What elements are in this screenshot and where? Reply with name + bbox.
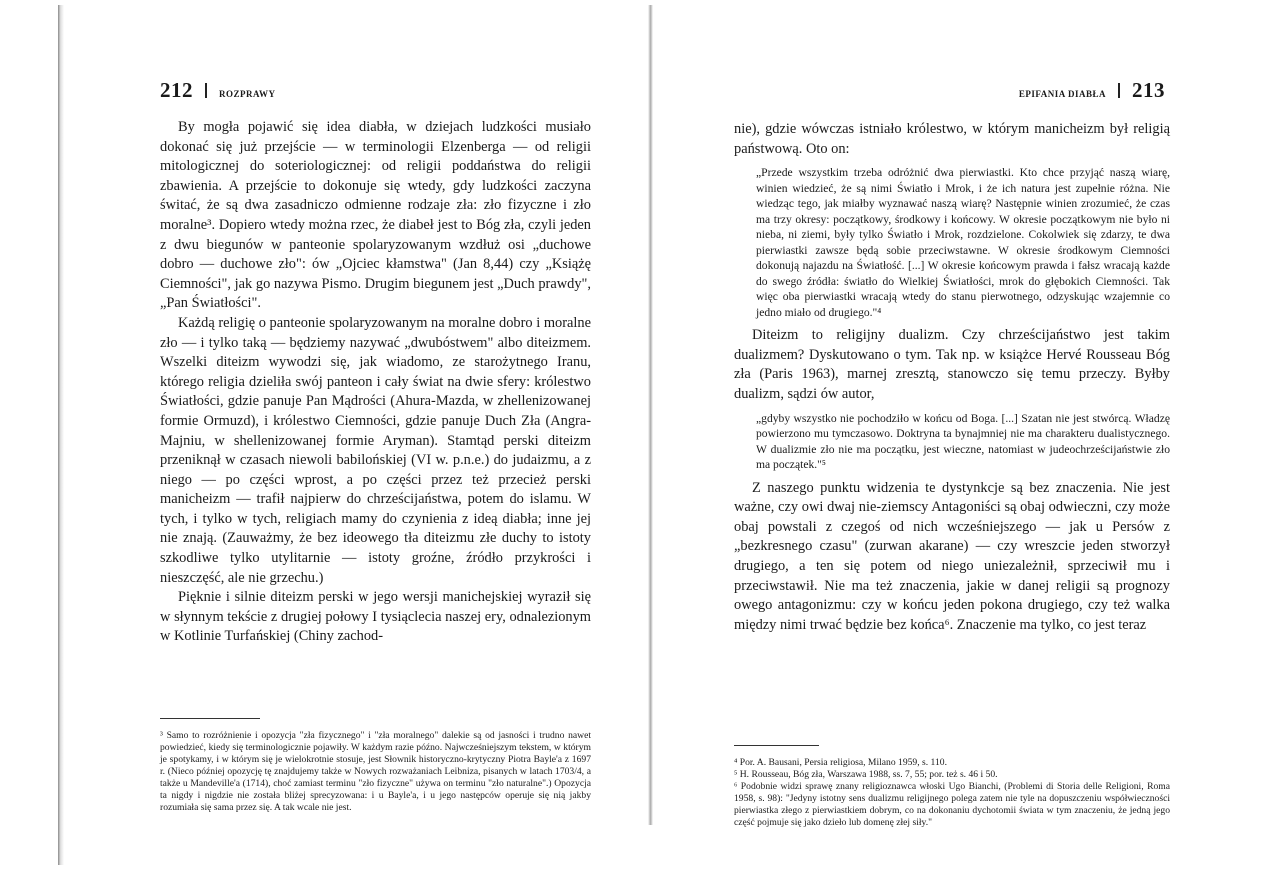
right-body-text	[734, 120, 1170, 635]
left-footnotes	[160, 730, 591, 814]
footnote-rule	[160, 718, 260, 719]
footnote: ³ Samo to rozróżnienie i opozycja "zła fizycznego" i "zła moralnego" dalekie są od jasności i trudno nawet powiedzieć, kiedy się terminologicznie pojawiły. W każdym razie późno. Najwcześniejszym tekstem, w którym je spotykamy, i w którym się je wielokrotnie stosuje, jest Słownik historyczno-krytyczny Piotra Bayle'a z 1697 r. (Nieco później opozycję tę znajdujemy także w Nowych rozważaniach Leibniza, pisanych w latach 1703/4, a także u Mandeville'a (1714), choć zamiast terminu "zło fizyczne" używa on terminu "zło naturalne".) Opozycja ta nigdy i nigdzie nie została bliżej sprecyzowana: i u Bayle'a, i u jego następców operuje się nią jakby rozumiała się sama przez się. A tak wcale nie jest.	[160, 730, 591, 813]
left-body-text	[160, 118, 591, 647]
header-separator	[205, 83, 207, 98]
right-page	[632, 0, 1263, 893]
paragraph: Każdą religię o panteonie spolaryzowanym na moralne dobro i moralne zło — i tylko taką — będziemy nazywać „dwubóstwem" albo diteizmem. Wszelki diteizm wywodzi się, jak wiadomo, ze starożytnego Iranu, którego religia dzieliła swój panteon i cały świat na dwie sfery: królestwo Światłości, gdzie panuje Pan Mądrości (Ahura-Mazda, w zhellenizowanej formie Ormuzd), i królestwo Ciemności, gdzie panuje Duch Zła (Angra-Majniu, w shellenizowanej formie Aryman). Stamtąd perski diteizm przeniknął w czasach niewoli babilońskiej (VI w. p.n.e.) do judaizmu, a z niego — po części wprost, a po części przez też przecież perski manicheizm — trafił najpierw do chrześcijaństwa, potem do islamu. W tych, i tylko w tych, religiach mamy do czynienia z ideą diabła; inne jej nie znają. (Zauważmy, że bez ideowego tła diteizmu złe duchy to istoty szkodliwe tylko utylitarnie — istoty groźne, źródło przykrości i nieszczęść, ale nie grzechu.)	[160, 314, 591, 586]
block-quote: „Przede wszystkim trzeba odróżnić dwa pierwiastki. Kto chce przyjąć naszą wiarę, winien wiedzieć, że są nimi Światło i Mrok, i że ich natura jest zupełnie różna. Nie wiedząc tego, jak miałby wyznawać naszą wiarę? Następnie winien zrozumieć, że czas ma trzy okresy: początkowy, środkowy i końcowy. W okresie początkowym nie było ni nieba, ni ziemi, były tylko Światło i Mrok, rozdzielone. Cokolwiek się zdarzy, te dwa pierwiastki zawsze będą sobie przeciwstawne. W okresie środkowym Ciemności dokonują najazdu na Światłość. [...] W okresie końcowym prawda i fałsz wracają każde do swego źródła: światło do Wielkiej Światłości, mrok do głębokich Ciemności. Tak więc oba pierwiastki wracają wtedy do stanu pierwotnego, odzyskując wzajemnie co jedno miało od drugiego."⁴	[756, 166, 1170, 319]
block-quote: „gdyby wszystko nie pochodziło w końcu od Boga. [...] Szatan nie jest stwórcą. Władzę powierzono mu tymczasowo. Doktryna ta bynajmniej nie ma charakteru dualistycznego. W dualizmie zło nie ma początku, jest wieczne, natomiast w judeochrześcijaństwie zło ma początek."⁵	[756, 411, 1170, 472]
page-number: 212	[160, 78, 193, 102]
footnote: ⁵ H. Rousseau, Bóg zła, Warszawa 1988, ss. 7, 55; por. też s. 46 i 50.	[734, 769, 998, 780]
paragraph: Z naszego punktu widzenia te dystynkcje są bez znaczenia. Nie jest ważne, czy owi dwaj nie-ziemscy Antagoniści są obaj odwieczni, czy może obaj powstali z czegoś od nich wcześniejszego — jak u Persów z „bezkresnego czasu" (zurwan akarane) — czy wreszcie jeden stworzył drugiego, a ten się potem od niego uniezależnił, sprzeciwił mu i przeciwstawił. Nie ma też znaczenia, jakie w danej religii są prognozy owego antagonizmu: czy w końcu jeden pokona drugiego, czy też walka między nimi trwać będzie bez końca⁶. Znaczenie ma tylko, co jest teraz	[734, 479, 1170, 633]
right-header	[1019, 78, 1165, 103]
paragraph: Pięknie i silnie diteizm perski w jego wersji manichejskiej wyraził się w słynnym tekście z drugiej połowy I tysiąclecia naszej ery, odnalezionym w Kotlinie Turfańskiej (Chiny zachod-	[160, 589, 591, 645]
page-edge-shadow	[58, 5, 64, 865]
footnote: ⁶ Podobnie widzi sprawę znany religioznawca włoski Ugo Bianchi, (Problemi di Storia delle Religioni, Roma 1958, s. 98): "Jedyny istotny sens dualizmu religijnego polega zatem nie tyle na dopuszczeniu współwieczności pierwiastka złego z pierwiastkiem dobrym, co na dokonaniu dychotomii świata w tym znaczeniu, że jedną jego część pojmuje się jako dzieło lub domenę złej siły."	[734, 781, 1170, 828]
paragraph: By mogła pojawić się idea diabła, w dziejach ludzkości musiało dokonać się już przejście — w terminologii Elzenberga — od religii mitologicznej do soteriologicznej: od religii poddaństwa do religii zbawienia. A przejście to dokonuje się wtedy, gdy ludzkości zaczyna świtać, że są dwa zasadniczo odmienne rodzaje zła: zło fizyczne i zło moralne³. Dopiero wtedy można rzec, że diabeł jest to Bóg zła, czyli jeden z dwu biegunów w panteonie spolaryzowanym wzdłuż osi „duchowe dobro — duchowe zło": ów „Ojciec kłamstwa" (Jan 8,44) czy „Książę Ciemności", jak go nazywa Pismo. Drugim biegunem jest „Duch prawdy", „Pan Światłości".	[160, 119, 591, 312]
left-header	[160, 78, 276, 103]
page-number: 213	[1132, 78, 1165, 102]
footnote: ⁴ Por. A. Bausani, Persia religiosa, Milano 1959, s. 110.	[734, 757, 947, 768]
footnote-rule	[734, 745, 819, 746]
paragraph: nie), gdzie wówczas istniało królestwo, w którym manicheizm był religią państwową. Oto on:	[734, 121, 1170, 157]
paragraph: Diteizm to religijny dualizm. Czy chrześcijaństwo jest takim dualizmem? Dyskutowano o tym. Tak np. w książce Hervé Rousseau Bóg zła (Paris 1963), marnej zresztą, stanowczo się temu przeczy. Byłby dualizm, sądzi ów autor,	[734, 327, 1170, 402]
header-separator	[1118, 83, 1120, 98]
running-head: EPIFANIA DIABŁA	[1018, 89, 1106, 99]
right-footnotes	[734, 757, 1170, 829]
running-head: ROZPRAWY	[219, 89, 276, 99]
